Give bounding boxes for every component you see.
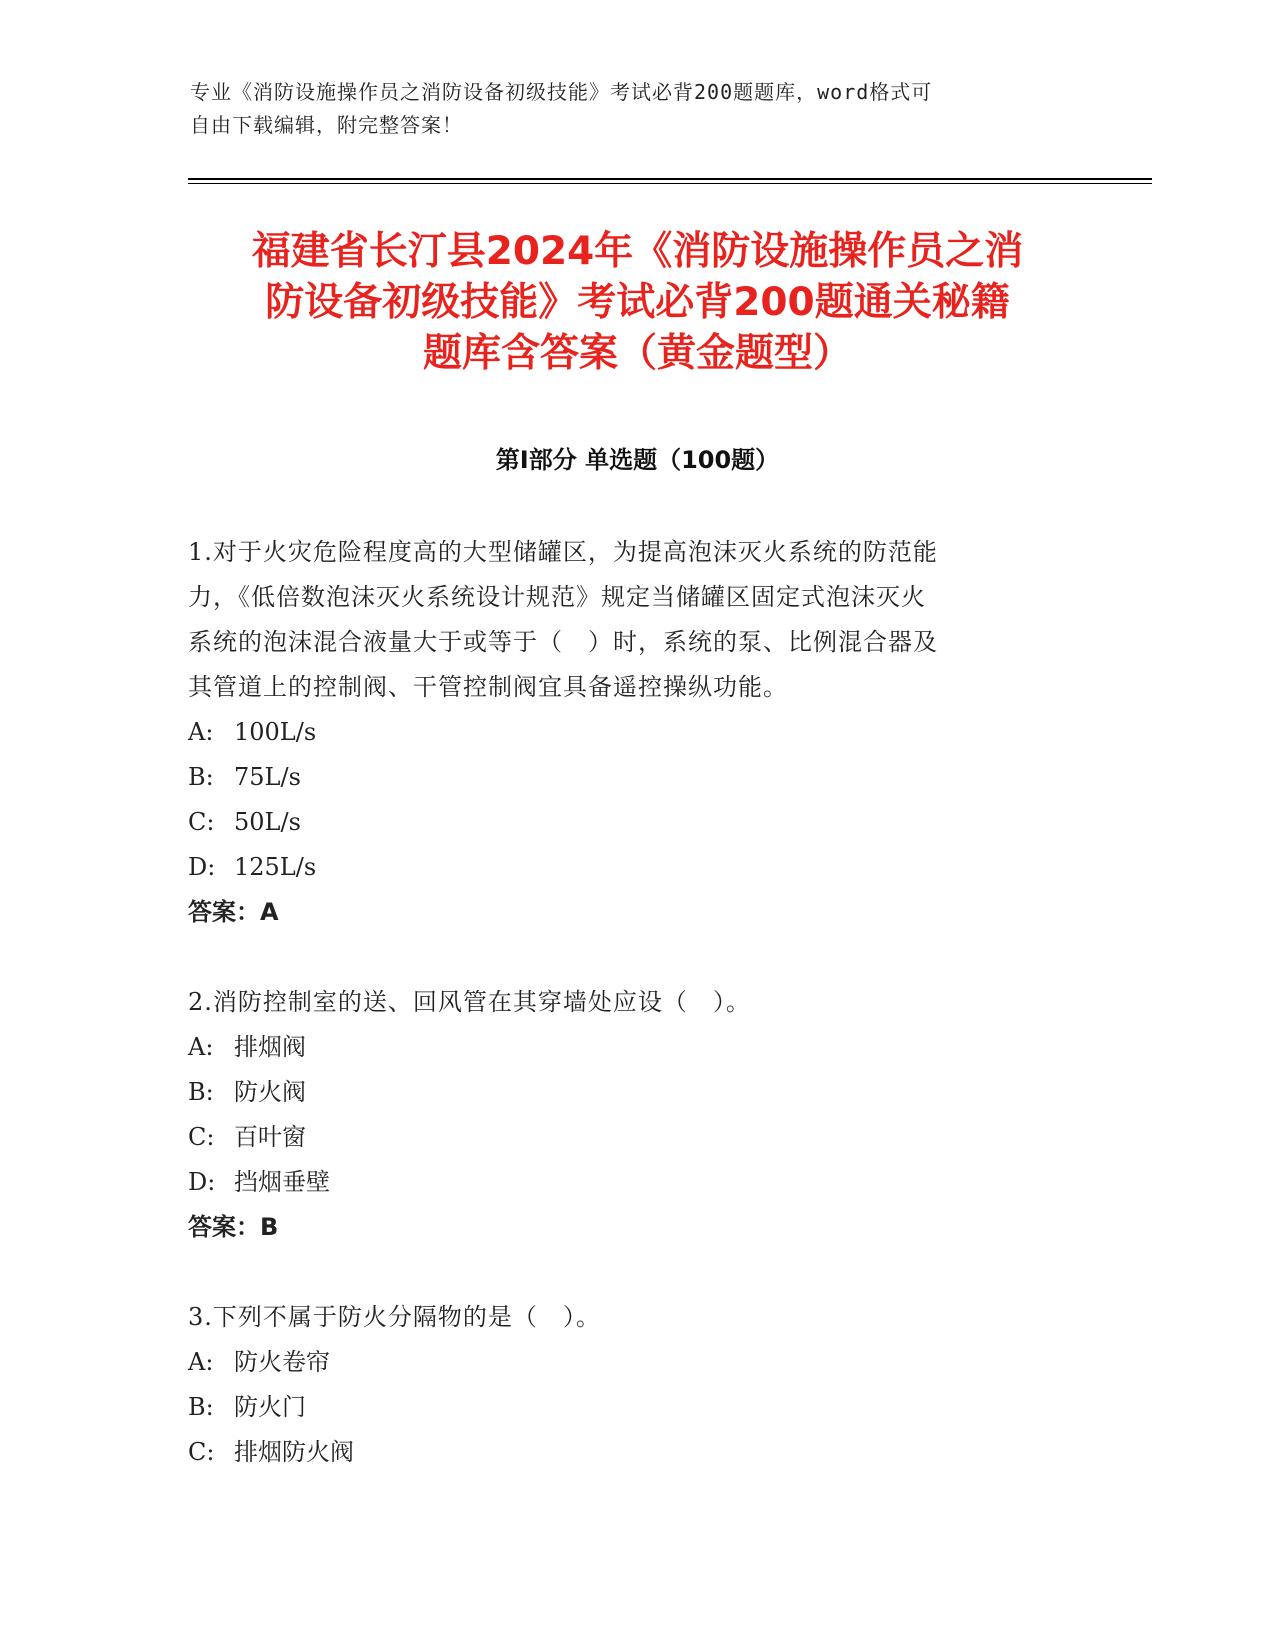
option-d	[188, 845, 1088, 890]
option-label: D:	[188, 853, 216, 881]
header-note-line: 自由下载编辑，附完整答案！	[190, 113, 463, 137]
question-3	[188, 1295, 1088, 1475]
header-note-line: 专业《消防设施操作员之消防设备初级技能》考试必背200题题库，word格式可	[190, 80, 933, 104]
option-label: B:	[188, 763, 214, 791]
header-divider-thin	[188, 183, 1152, 184]
option-text: 排烟阀	[234, 1033, 306, 1061]
option-label: C:	[188, 1123, 215, 1151]
option-a	[188, 710, 1088, 755]
option-text: 防火门	[234, 1393, 306, 1421]
option-a	[188, 1025, 1088, 1070]
header-divider	[188, 178, 1152, 180]
option-c	[188, 1430, 1088, 1475]
spacer	[188, 1250, 1088, 1295]
option-d	[188, 1160, 1088, 1205]
question-text-line: 2.消防控制室的送、回风管在其穿墙处应设（ ）。	[188, 988, 751, 1016]
title-line: 福建省长汀县2024年《消防设施操作员之消	[251, 229, 1024, 274]
question-text-line: 力，《低倍数泡沫灭火系统设计规范》规定当储罐区固定式泡沫灭火	[188, 583, 926, 611]
option-a	[188, 1340, 1088, 1385]
option-text: 125L/s	[234, 853, 317, 881]
option-b	[188, 1070, 1088, 1115]
question-list	[188, 530, 1088, 1475]
option-text: 100L/s	[234, 718, 317, 746]
option-label: A:	[188, 1348, 214, 1376]
question-1	[188, 530, 1088, 935]
question-2	[188, 980, 1088, 1250]
option-text: 防火卷帘	[234, 1348, 330, 1376]
option-label: B:	[188, 1078, 214, 1106]
page-title	[120, 226, 1155, 379]
spacer	[188, 935, 1088, 980]
option-text: 排烟防火阀	[234, 1438, 354, 1466]
title-line: 防设备初级技能》考试必背200题通关秘籍	[265, 280, 1010, 325]
option-label: D:	[188, 1168, 216, 1196]
option-b	[188, 1385, 1088, 1430]
question-text-line: 1.对于火灾危险程度高的大型储罐区，为提高泡沫灭火系统的防范能	[188, 538, 938, 566]
option-b	[188, 755, 1088, 800]
option-c	[188, 800, 1088, 845]
option-label: A:	[188, 1033, 214, 1061]
option-text: 50L/s	[234, 808, 301, 836]
option-label: C:	[188, 1438, 215, 1466]
question-text-line: 3.下列不属于防火分隔物的是（ ）。	[188, 1303, 601, 1331]
title-line: 题库含答案（黄金题型）	[422, 331, 852, 376]
option-c	[188, 1115, 1088, 1160]
question-text-line: 系统的泡沫混合液量大于或等于（ ）时，系统的泵、比例混合器及	[188, 628, 938, 656]
question-text-line: 其管道上的控制阀、干管控制阀宜具备遥控操纵功能。	[188, 673, 788, 701]
section-heading: 第Ⅰ部分 单选题（100题）	[495, 446, 780, 474]
answer-line: 答案：B	[188, 1213, 279, 1241]
header-note	[190, 76, 1090, 142]
option-text: 75L/s	[234, 763, 301, 791]
option-label: B:	[188, 1393, 214, 1421]
answer-line: 答案：A	[188, 898, 279, 926]
option-label: C:	[188, 808, 215, 836]
option-text: 挡烟垂壁	[234, 1168, 330, 1196]
option-text: 防火阀	[234, 1078, 306, 1106]
option-label: A:	[188, 718, 214, 746]
option-text: 百叶窗	[234, 1123, 306, 1151]
